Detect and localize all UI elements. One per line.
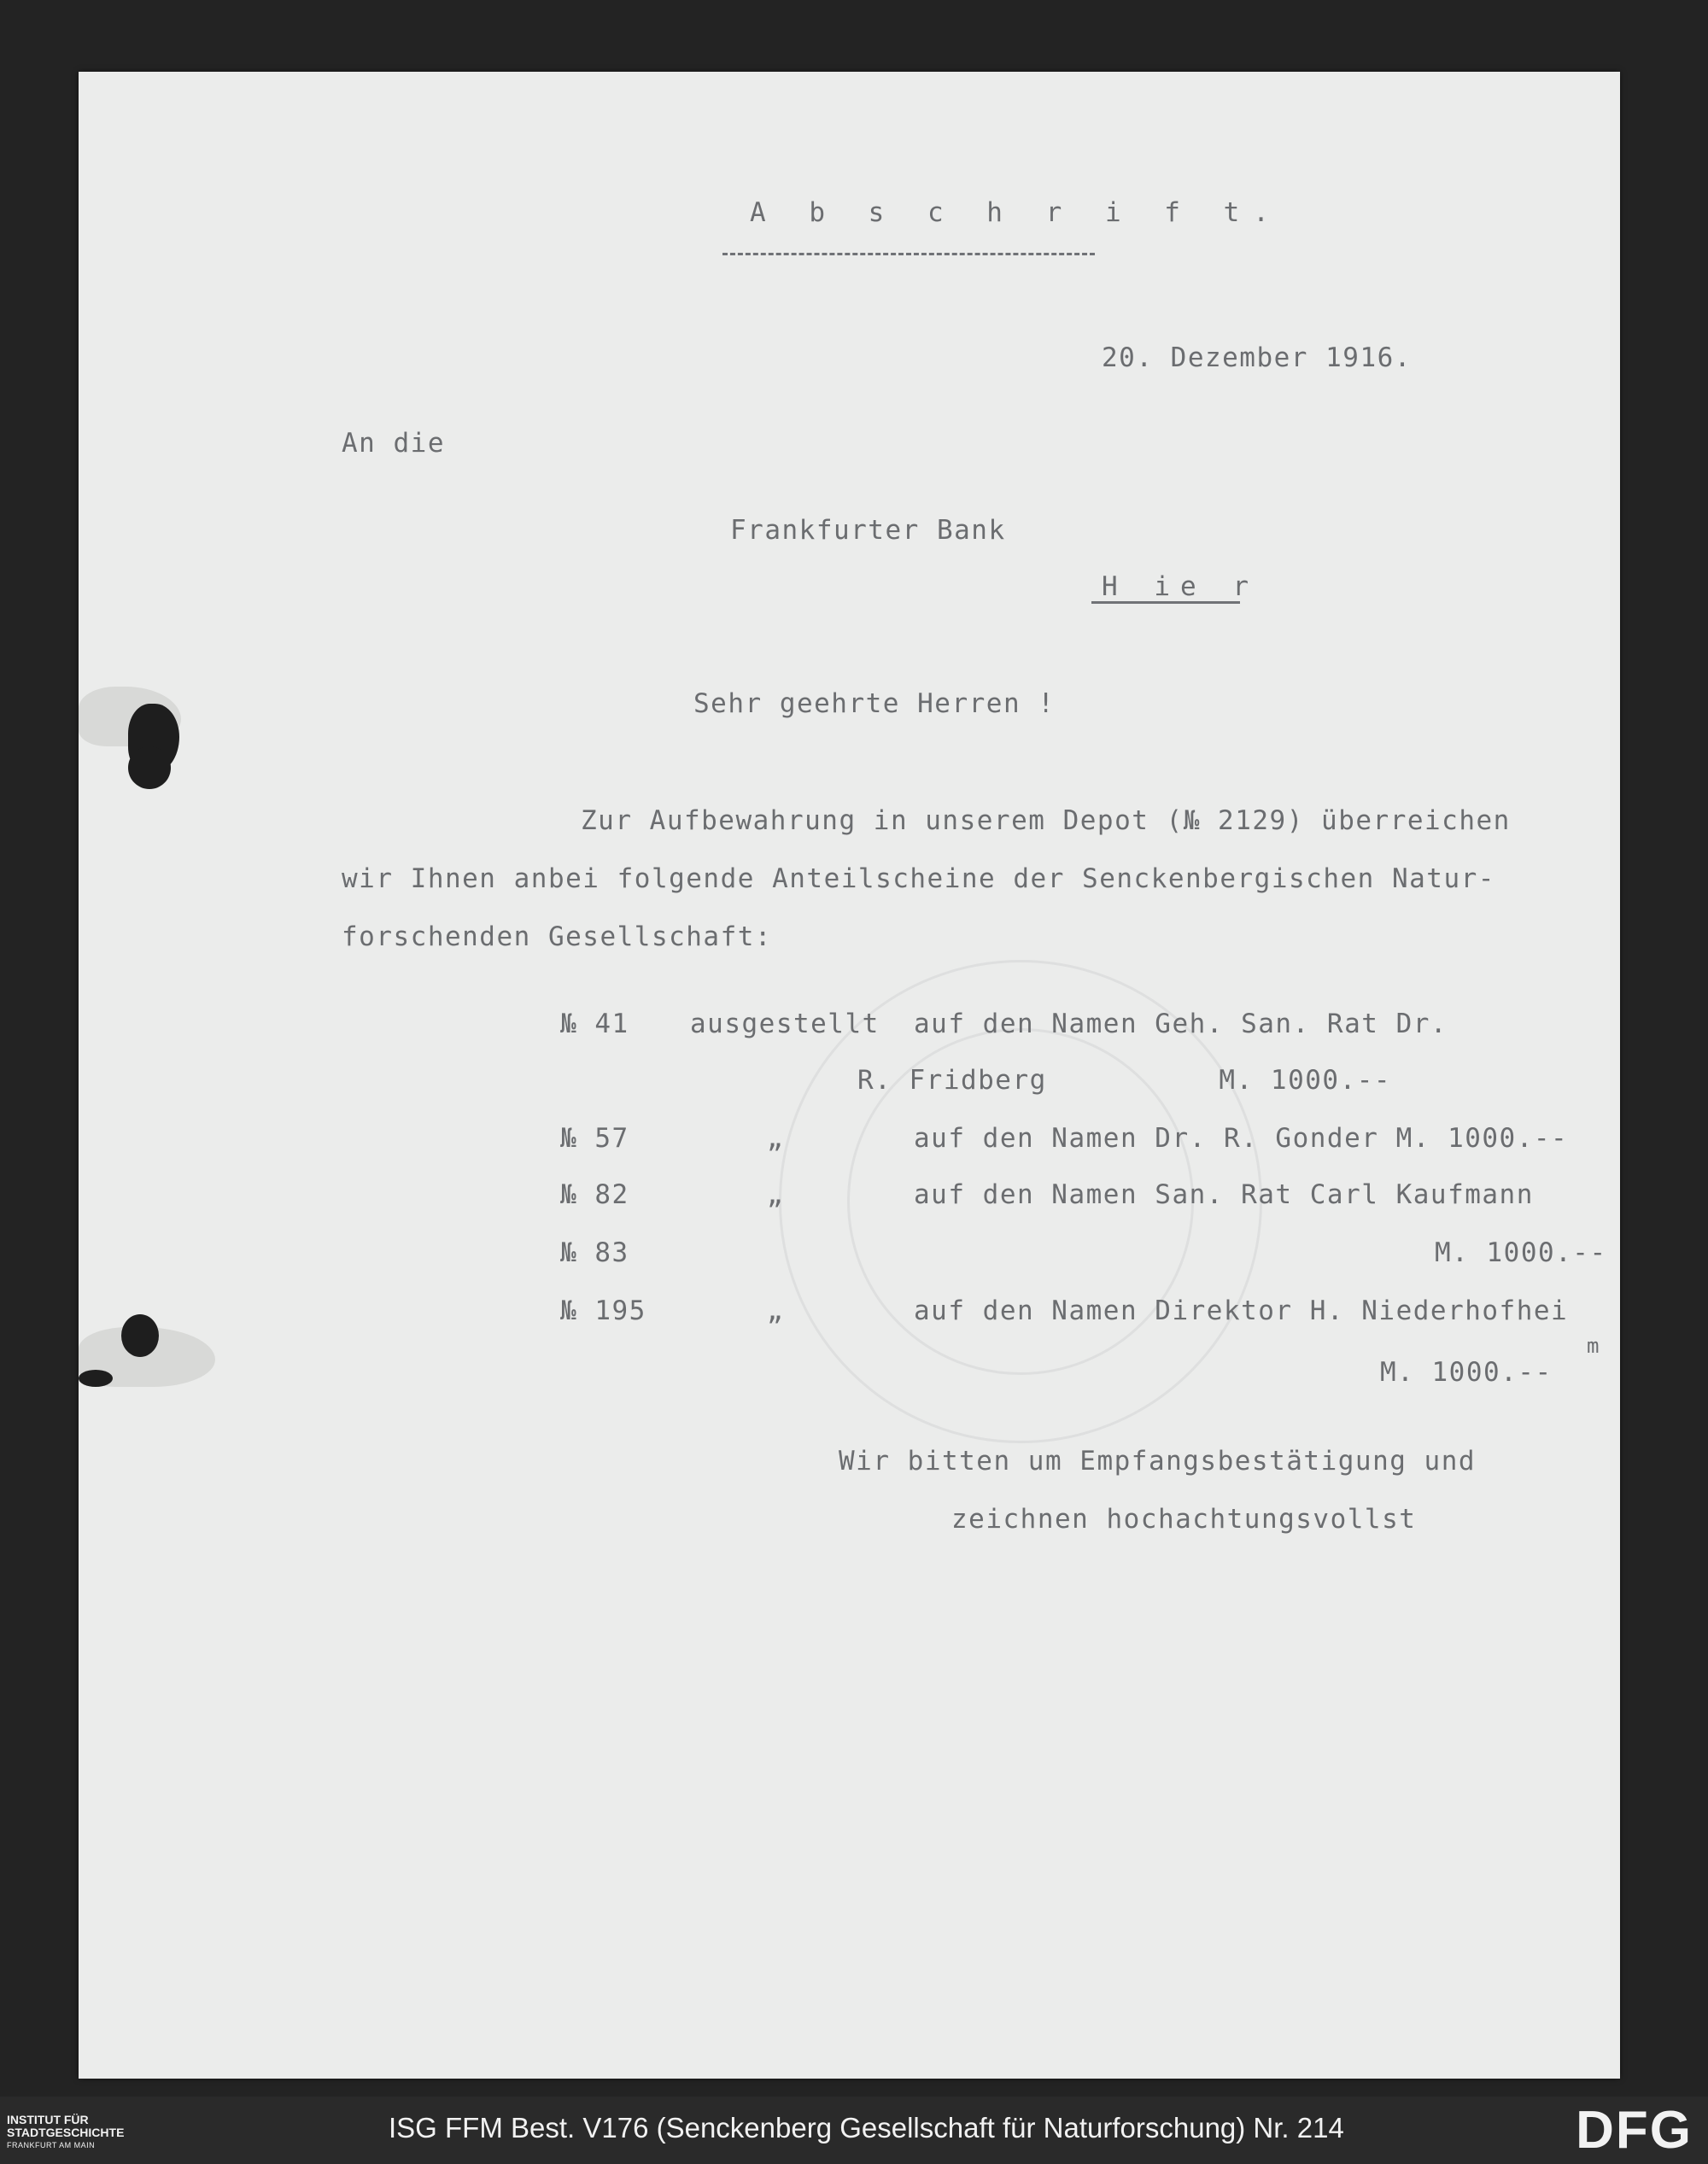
- punch-hole-top-lower: [128, 746, 171, 789]
- address-line-3: H ie r: [1102, 571, 1259, 602]
- institute-line-2: STADTGESCHICHTE: [7, 2126, 125, 2139]
- entry-number: № 41: [560, 1009, 629, 1039]
- document-date: 20. Dezember 1916.: [1102, 342, 1412, 373]
- address-line-1: An die: [342, 428, 445, 459]
- salutation: Sehr geehrte Herren !: [693, 688, 1056, 719]
- entry-amount: M. 1000.--: [1435, 1237, 1607, 1268]
- entry-ditto: „: [767, 1179, 785, 1210]
- document-page: [79, 72, 1620, 2079]
- entry-text: auf den Namen San. Rat Carl Kaufmann: [914, 1179, 1534, 1210]
- entry-text: auf den Namen Geh. San. Rat Dr.: [914, 1009, 1448, 1039]
- entry-text: auf den Namen Dr. R. Gonder M. 1000.--: [914, 1123, 1569, 1154]
- closing-line-2: zeichnen hochachtungsvollst: [951, 1504, 1417, 1535]
- title-underline: [722, 253, 1095, 255]
- entry-issued: ausgestellt: [690, 1009, 880, 1039]
- body-line-3: forschenden Gesellschaft:: [342, 921, 773, 952]
- document-title: A b s c h r i f t.: [750, 197, 1283, 228]
- hier-underline: [1091, 601, 1240, 604]
- body-line-1: Zur Aufbewahrung in unserem Depot (№ 2129) überreichen: [581, 805, 1511, 836]
- entry-number: № 57: [560, 1123, 629, 1154]
- address-line-2: Frankfurter Bank: [730, 515, 1006, 546]
- entry-amount: M. 1000.--: [1380, 1357, 1553, 1388]
- institute-line-3: FRANKFURT AM MAIN: [7, 2141, 96, 2149]
- punch-hole-bottom-edge: [79, 1370, 113, 1387]
- entry-ditto: „: [767, 1123, 785, 1154]
- body-line-2: wir Ihnen anbei folgende Anteilscheine der Senckenbergischen Natur-: [342, 863, 1495, 894]
- archive-footer: [0, 2097, 1708, 2164]
- entry-overflow-letter: m: [1587, 1334, 1600, 1358]
- institute-line-1: INSTITUT FÜR: [7, 2113, 89, 2126]
- institute-logo: [7, 2114, 124, 2152]
- closing-line-1: Wir bitten um Empfangsbestätigung und: [839, 1446, 1477, 1477]
- entry-number: № 195: [560, 1295, 646, 1326]
- entry-text: auf den Namen Direktor H. Niederhofhei: [914, 1295, 1569, 1326]
- punch-hole-bottom: [121, 1314, 159, 1357]
- archive-caption: ISG FFM Best. V176 (Senckenberg Gesellschaft für Naturforschung) Nr. 214: [389, 2112, 1344, 2144]
- dfg-logo: DFG: [1576, 2101, 1693, 2160]
- entry-number: № 83: [560, 1237, 629, 1268]
- entry-ditto: „: [767, 1295, 785, 1326]
- entry-text: R. Fridberg M. 1000.--: [857, 1065, 1392, 1096]
- entry-number: № 82: [560, 1179, 629, 1210]
